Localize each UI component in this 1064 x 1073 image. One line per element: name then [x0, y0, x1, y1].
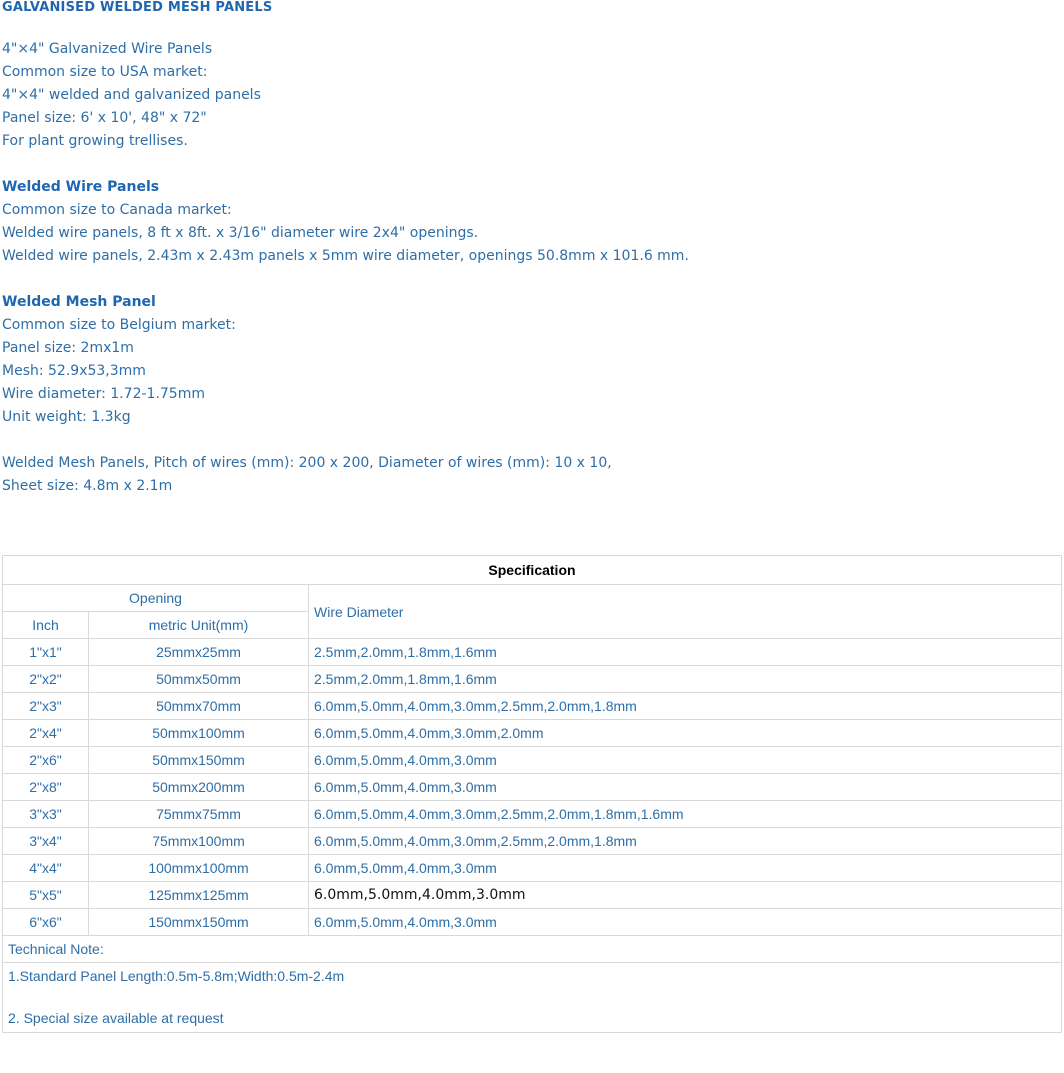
- wire-cell: 6.0mm,5.0mm,4.0mm,3.0mm: [309, 855, 1062, 882]
- table-row: [3, 639, 1062, 666]
- table-row: [3, 747, 1062, 774]
- note-body-row: [3, 963, 1062, 1033]
- note-label-row: [3, 936, 1062, 963]
- table-row: [3, 720, 1062, 747]
- wire-cell: 6.0mm,5.0mm,4.0mm,3.0mm,2.5mm,2.0mm,1.8mm,1.6mm: [309, 801, 1062, 828]
- table-row: [3, 855, 1062, 882]
- belgium-line: Wire diameter: 1.72-1.75mm: [2, 386, 205, 402]
- intro-line: Common size to USA market:: [2, 64, 208, 80]
- table-title-row: [3, 556, 1062, 585]
- article-content: [2, 0, 1060, 498]
- table-row: [3, 801, 1062, 828]
- belgium-line: Unit weight: 1.3kg: [2, 409, 131, 425]
- inch-cell: 2"x2": [3, 666, 89, 693]
- inch-cell: 1"x1": [3, 639, 89, 666]
- inch-cell: 5"x5": [3, 882, 89, 909]
- specification-table: [2, 555, 1062, 1033]
- table-header-row: [3, 585, 1062, 612]
- note-gap: [8, 987, 1056, 1008]
- wire-cell: 6.0mm,5.0mm,4.0mm,3.0mm,2.5mm,2.0mm,1.8mm: [309, 828, 1062, 855]
- section-heading-canada: Welded Wire Panels: [2, 179, 160, 195]
- technical-note-body: [3, 963, 1062, 1033]
- spacer: [2, 429, 1060, 452]
- table-row: [3, 882, 1062, 909]
- metric-cell: 75mmx100mm: [89, 828, 309, 855]
- metric-cell: 50mmx200mm: [89, 774, 309, 801]
- inch-cell: 3"x3": [3, 801, 89, 828]
- page-title: GALVANISED WELDED MESH PANELS: [2, 0, 273, 15]
- table-row: [3, 693, 1062, 720]
- belgium-line: Mesh: 52.9x53,3mm: [2, 363, 146, 379]
- table-row: [3, 828, 1062, 855]
- inch-cell: 6"x6": [3, 909, 89, 936]
- canada-line: Common size to Canada market:: [2, 202, 232, 218]
- metric-cell: 50mmx70mm: [89, 693, 309, 720]
- intro-line: For plant growing trellises.: [2, 133, 188, 149]
- spacer: [2, 16, 1060, 38]
- metric-cell: 75mmx75mm: [89, 801, 309, 828]
- table-row: [3, 909, 1062, 936]
- wire-cell: 6.0mm,5.0mm,4.0mm,3.0mm: [309, 774, 1062, 801]
- spacer: [2, 153, 1060, 176]
- belgium-line: Common size to Belgium market:: [2, 317, 236, 333]
- table-row: [3, 774, 1062, 801]
- wire-cell: 6.0mm,5.0mm,4.0mm,3.0mm: [309, 882, 1062, 909]
- inch-cell: 2"x8": [3, 774, 89, 801]
- metric-cell: 50mmx150mm: [89, 747, 309, 774]
- canada-line: Welded wire panels, 8 ft x 8ft. x 3/16" diameter wire 2x4" openings.: [2, 225, 479, 241]
- metric-cell: 100mmx100mm: [89, 855, 309, 882]
- inch-header: Inch: [3, 612, 89, 639]
- inch-cell: 2"x6": [3, 747, 89, 774]
- intro-line: 4"×4" Galvanized Wire Panels: [2, 41, 213, 57]
- inch-cell: 3"x4": [3, 828, 89, 855]
- table-row: [3, 666, 1062, 693]
- wire-cell: 6.0mm,5.0mm,4.0mm,3.0mm: [309, 909, 1062, 936]
- wire-diameter-header: Wire Diameter: [309, 585, 1062, 639]
- metric-cell: 150mmx150mm: [89, 909, 309, 936]
- inch-cell: 4"x4": [3, 855, 89, 882]
- metric-cell: 25mmx25mm: [89, 639, 309, 666]
- wire-cell: 6.0mm,5.0mm,4.0mm,3.0mm,2.5mm,2.0mm,1.8mm: [309, 693, 1062, 720]
- metric-cell: 125mmx125mm: [89, 882, 309, 909]
- wire-cell: 2.5mm,2.0mm,1.8mm,1.6mm: [309, 639, 1062, 666]
- wire-cell: 6.0mm,5.0mm,4.0mm,3.0mm,2.0mm: [309, 720, 1062, 747]
- canada-line: Welded wire panels, 2.43m x 2.43m panels x 5mm wire diameter, openings 50.8mm x 101.6 mm.: [2, 248, 689, 264]
- metric-cell: 50mmx100mm: [89, 720, 309, 747]
- wire-cell: 6.0mm,5.0mm,4.0mm,3.0mm: [309, 747, 1062, 774]
- section-heading-belgium: Welded Mesh Panel: [2, 294, 156, 310]
- extra-line: Sheet size: 4.8m x 2.1m: [2, 478, 173, 494]
- technical-note-label: Technical Note:: [3, 936, 1062, 963]
- intro-line: Panel size: 6' x 10', 48" x 72": [2, 110, 207, 126]
- metric-cell: 50mmx50mm: [89, 666, 309, 693]
- inch-cell: 2"x4": [3, 720, 89, 747]
- belgium-line: Panel size: 2mx1m: [2, 340, 134, 356]
- metric-header: metric Unit(mm): [89, 612, 309, 639]
- wire-cell: 2.5mm,2.0mm,1.8mm,1.6mm: [309, 666, 1062, 693]
- opening-header: Opening: [3, 585, 309, 612]
- note-line: 2. Special size available at request: [8, 1010, 224, 1026]
- intro-line: 4"×4" welded and galvanized panels: [2, 87, 261, 103]
- note-line: 1.Standard Panel Length:0.5m-5.8m;Width:0.5m-2.4m: [8, 968, 345, 984]
- extra-line: Welded Mesh Panels, Pitch of wires (mm): 200 x 200, Diameter of wires (mm): 10 x 10,: [2, 455, 612, 471]
- inch-cell: 2"x3": [3, 693, 89, 720]
- spacer: [2, 268, 1060, 291]
- table-title: Specification: [3, 556, 1062, 585]
